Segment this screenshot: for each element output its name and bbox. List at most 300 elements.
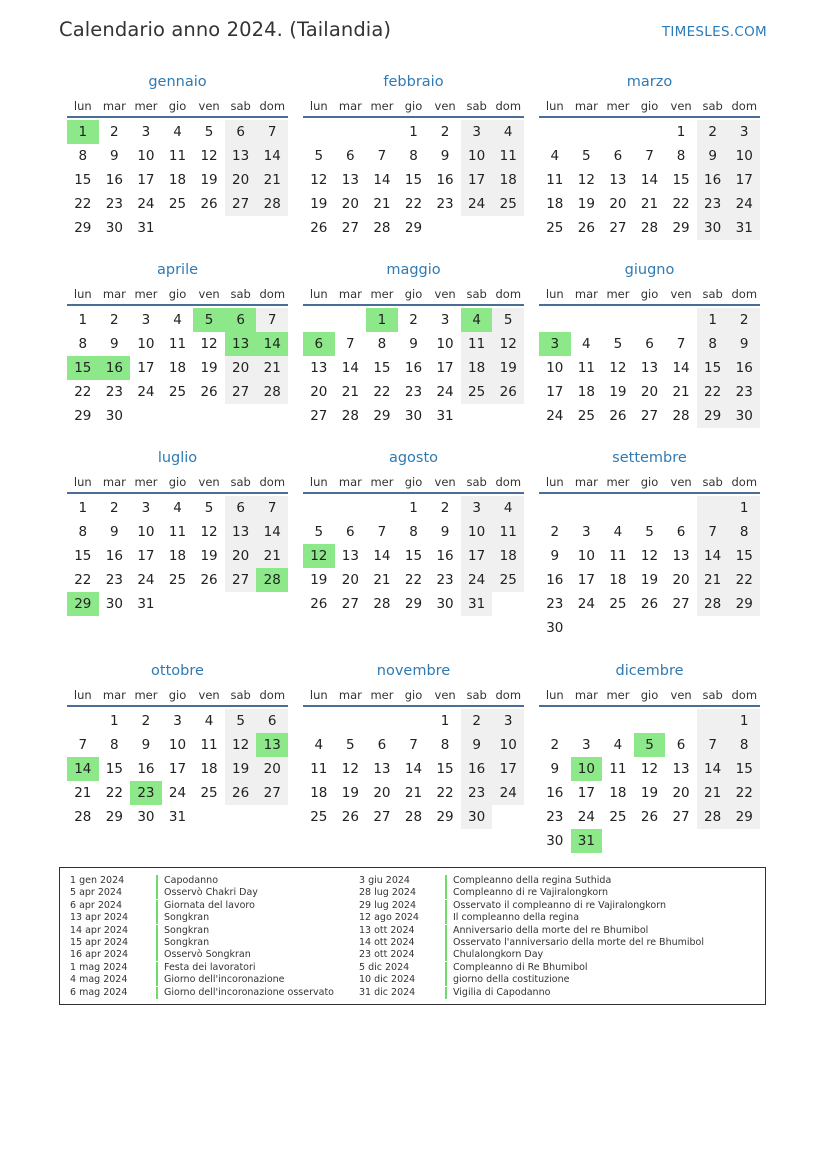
day-cell: 25 [461, 380, 493, 404]
day-grid [539, 709, 760, 853]
legend-row [359, 875, 704, 887]
weekday-label: gio [640, 475, 659, 489]
month-giugno [539, 260, 760, 428]
day-cell: 20 [640, 384, 659, 400]
day-cell: 2 [697, 120, 729, 144]
weekday-header [539, 96, 760, 118]
day-cell: 8 [409, 148, 418, 164]
weekday-header [67, 685, 288, 707]
day-cell: 1 [78, 500, 88, 516]
day-cell: 16 [404, 360, 423, 376]
day-cell: 6 [613, 148, 623, 164]
day-cell: 26 [225, 781, 257, 805]
day-cell: 9 [409, 336, 418, 352]
day-cell: 4 [314, 737, 324, 753]
day-cell: 20 [225, 356, 257, 380]
day-cell: 28 [373, 220, 391, 236]
day-cell: 13 [672, 761, 690, 777]
month-luglio [67, 448, 288, 616]
day-cell: 6 [256, 709, 288, 733]
legend-holiday-name: Osservato il compleanno di re Vajiralongkorn [453, 899, 667, 911]
legend-holiday-name: Songkran [164, 912, 210, 924]
legend-marker [445, 949, 447, 961]
day-cell: 29 [105, 809, 123, 825]
day-cell: 14 [341, 360, 359, 376]
legend-holiday-name: Songkran [164, 924, 210, 936]
day-cell: 10 [137, 148, 155, 164]
day-cell: 23 [461, 781, 493, 805]
day-cell: 28 [256, 192, 288, 216]
day-cell: 10 [577, 548, 595, 564]
day-cell: 29 [74, 220, 92, 236]
day-cell: 6 [676, 524, 686, 540]
day-cell: 28 [256, 380, 288, 404]
day-cell: 14 [697, 757, 729, 781]
day-cell: 4 [550, 148, 560, 164]
day-cell: 15 [105, 761, 123, 777]
day-cell: 24 [137, 196, 155, 212]
holiday-day-cell: 15 [67, 356, 99, 380]
legend-marker [156, 949, 158, 961]
day-cell: 17 [137, 548, 155, 564]
day-cell: 6 [377, 737, 387, 753]
weekday-label: dom [259, 688, 286, 702]
day-cell: 22 [105, 785, 123, 801]
day-cell: 14 [640, 172, 659, 188]
weekday-label: mar [338, 688, 362, 702]
weekday-label: sab [466, 688, 487, 702]
day-grid [539, 308, 760, 428]
weekday-header [303, 96, 524, 118]
legend-date: 12 ago 2024 [359, 912, 419, 924]
day-cell: 5 [582, 148, 591, 164]
weekday-label: mer [606, 99, 630, 113]
day-cell: 12 [609, 360, 627, 376]
day-cell: 14 [672, 360, 690, 376]
day-cell: 14 [256, 520, 288, 544]
day-cell: 24 [546, 408, 564, 424]
weekday-label: dom [731, 688, 758, 702]
day-cell: 12 [200, 336, 218, 352]
weekday-label: dom [495, 99, 522, 113]
weekday-label: gio [404, 287, 423, 301]
day-cell: 29 [74, 408, 92, 424]
day-cell: 29 [697, 404, 729, 428]
legend-row [70, 887, 334, 899]
legend-holiday-name: Osservato l'anniversario della morte del re Bhumibol [453, 936, 704, 948]
day-cell: 21 [672, 384, 690, 400]
day-cell: 15 [74, 172, 92, 188]
empty-cell [335, 709, 367, 733]
day-cell: 28 [341, 408, 359, 424]
day-cell: 11 [168, 336, 187, 352]
month-marzo [539, 72, 760, 240]
day-cell: 3 [173, 713, 182, 729]
holiday-day-cell: 16 [99, 356, 131, 380]
legend-date: 1 mag 2024 [70, 961, 128, 973]
holiday-day-cell: 28 [256, 568, 288, 592]
empty-cell [602, 120, 634, 144]
day-cell: 6 [225, 496, 257, 520]
weekday-label: sab [230, 475, 251, 489]
legend-holiday-name: Festa dei lavoratori [164, 961, 256, 973]
empty-cell [366, 120, 398, 144]
day-cell: 25 [168, 196, 187, 212]
legend-date: 15 apr 2024 [70, 936, 129, 948]
day-cell: 22 [672, 196, 690, 212]
day-cell: 13 [225, 520, 257, 544]
day-cell: 22 [74, 384, 92, 400]
day-cell: 29 [728, 805, 760, 829]
day-cell: 6 [645, 336, 654, 352]
day-cell: 28 [697, 805, 729, 829]
empty-cell [539, 120, 571, 144]
day-cell: 10 [546, 360, 564, 376]
day-cell: 26 [609, 408, 627, 424]
day-cell: 6 [346, 148, 355, 164]
day-cell: 22 [373, 384, 391, 400]
weekday-label: lun [73, 99, 92, 113]
day-cell: 13 [225, 144, 257, 168]
day-cell: 1 [78, 312, 88, 328]
day-cell: 23 [105, 572, 123, 588]
day-cell: 18 [492, 168, 524, 192]
day-cell: 8 [78, 148, 88, 164]
day-cell: 12 [640, 548, 659, 564]
day-cell: 20 [225, 168, 257, 192]
day-grid [67, 120, 288, 240]
day-cell: 27 [609, 220, 627, 236]
legend-holiday-name: Compleanno di re Vajiralongkorn [453, 887, 608, 899]
day-cell: 2 [110, 500, 119, 516]
weekday-label: mer [370, 688, 394, 702]
day-cell: 8 [78, 336, 88, 352]
day-cell: 7 [346, 336, 355, 352]
day-cell: 2 [440, 500, 450, 516]
legend-holiday-name: Compleanno di Re Bhumibol [453, 961, 588, 973]
day-cell: 24 [461, 568, 493, 592]
empty-cell [634, 308, 666, 332]
day-cell: 30 [728, 404, 760, 428]
holiday-day-cell: 4 [461, 308, 493, 332]
legend-date: 14 ott 2024 [359, 936, 415, 948]
day-cell: 15 [672, 172, 690, 188]
day-cell: 4 [582, 336, 591, 352]
weekday-label: ven [434, 99, 456, 113]
day-cell: 7 [697, 733, 729, 757]
day-cell: 9 [110, 148, 119, 164]
day-cell: 21 [697, 568, 729, 592]
day-cell: 11 [461, 332, 493, 356]
day-cell: 22 [697, 380, 729, 404]
day-cell: 31 [436, 408, 454, 424]
day-cell: 31 [137, 220, 155, 236]
weekday-label: dom [731, 287, 758, 301]
legend-row [70, 974, 334, 986]
day-cell: 13 [310, 360, 328, 376]
day-cell: 12 [200, 524, 218, 540]
weekday-label: sab [230, 287, 251, 301]
day-cell: 10 [168, 737, 187, 753]
weekday-label: ven [434, 287, 456, 301]
day-cell: 21 [373, 572, 391, 588]
day-cell: 18 [200, 761, 218, 777]
day-cell: 2 [110, 124, 119, 140]
day-cell: 14 [256, 144, 288, 168]
weekday-label: mar [574, 99, 598, 113]
empty-cell [665, 709, 697, 733]
weekday-label: mer [134, 688, 158, 702]
day-cell: 8 [697, 332, 729, 356]
legend-holiday-name: Giornata del lavoro [164, 899, 255, 911]
empty-cell [67, 709, 99, 733]
day-cell: 19 [640, 572, 659, 588]
legend-holiday-name: Compleanno della regina Suthida [453, 875, 612, 886]
day-cell: 14 [697, 544, 729, 568]
empty-cell [602, 496, 634, 520]
day-cell: 5 [204, 500, 214, 516]
weekday-label: mar [338, 287, 362, 301]
weekday-label: ven [670, 475, 692, 489]
weekday-label: sab [230, 688, 251, 702]
day-cell: 23 [105, 196, 123, 212]
day-cell: 19 [492, 356, 524, 380]
weekday-label: mer [606, 688, 630, 702]
day-cell: 11 [577, 360, 595, 376]
day-grid [303, 120, 524, 240]
weekday-label: ven [198, 688, 220, 702]
weekday-label: ven [198, 287, 220, 301]
day-cell: 20 [373, 785, 391, 801]
weekday-header [303, 685, 524, 707]
weekday-label: ven [198, 475, 220, 489]
day-cell: 27 [672, 596, 690, 612]
weekday-label: sab [702, 475, 723, 489]
day-cell: 18 [310, 785, 328, 801]
day-cell: 17 [546, 384, 564, 400]
day-cell: 29 [728, 592, 760, 616]
weekday-label: gio [168, 688, 187, 702]
weekday-header [539, 685, 760, 707]
legend-marker [445, 912, 447, 924]
day-cell: 11 [492, 144, 524, 168]
holiday-day-cell: 13 [225, 332, 257, 356]
empty-cell [634, 120, 666, 144]
day-cell: 2 [110, 312, 119, 328]
day-cell: 19 [577, 196, 595, 212]
day-cell: 11 [609, 761, 627, 777]
day-cell: 18 [168, 360, 187, 376]
weekday-label: lun [73, 688, 92, 702]
day-cell: 3 [582, 737, 591, 753]
day-cell: 31 [461, 592, 493, 616]
day-cell: 1 [409, 124, 418, 140]
day-cell: 9 [697, 144, 729, 168]
weekday-label: lun [309, 99, 328, 113]
day-grid [539, 496, 760, 640]
day-cell: 4 [204, 713, 214, 729]
legend-row [70, 900, 334, 912]
day-cell: 16 [546, 785, 564, 801]
weekday-label: lun [545, 99, 564, 113]
day-cell: 22 [436, 785, 454, 801]
legend-marker [445, 937, 447, 949]
holiday-day-cell: 10 [571, 757, 603, 781]
legend-date: 5 apr 2024 [70, 887, 123, 899]
day-cell: 15 [436, 761, 454, 777]
day-cell: 12 [492, 332, 524, 356]
weekday-label: lun [545, 287, 564, 301]
legend-date: 16 apr 2024 [70, 949, 129, 961]
day-cell: 3 [461, 120, 493, 144]
day-cell: 18 [609, 785, 627, 801]
day-cell: 24 [137, 572, 155, 588]
day-cell: 9 [141, 737, 151, 753]
day-cell: 25 [609, 596, 627, 612]
holiday-day-cell: 12 [303, 544, 335, 568]
weekday-label: lun [309, 475, 328, 489]
month-name: aprile [156, 262, 199, 278]
day-cell: 2 [461, 709, 493, 733]
weekday-label: dom [495, 475, 522, 489]
day-cell: 1 [676, 124, 686, 140]
day-cell: 26 [492, 380, 524, 404]
weekday-header [303, 284, 524, 306]
day-cell: 24 [168, 785, 187, 801]
day-cell: 17 [461, 544, 493, 568]
day-cell: 15 [404, 548, 423, 564]
legend-marker [445, 925, 447, 937]
day-cell: 13 [373, 761, 391, 777]
day-grid [303, 709, 524, 829]
day-cell: 11 [168, 524, 187, 540]
day-cell: 27 [225, 192, 257, 216]
weekday-label: mar [574, 688, 598, 702]
holiday-day-cell: 1 [366, 308, 398, 332]
day-cell: 8 [78, 524, 88, 540]
day-cell: 9 [461, 733, 493, 757]
day-cell: 12 [341, 761, 359, 777]
weekday-label: lun [73, 475, 92, 489]
day-cell: 15 [697, 356, 729, 380]
day-cell: 21 [697, 781, 729, 805]
day-cell: 1 [110, 713, 119, 729]
legend-marker [156, 987, 158, 999]
day-cell: 11 [200, 737, 218, 753]
weekday-label: mer [370, 287, 394, 301]
weekday-label: lun [545, 475, 564, 489]
empty-cell [571, 709, 603, 733]
day-cell: 5 [613, 336, 623, 352]
day-cell: 11 [168, 148, 187, 164]
day-cell: 4 [173, 500, 182, 516]
day-cell: 31 [168, 809, 187, 825]
day-cell: 19 [609, 384, 627, 400]
empty-cell [335, 120, 367, 144]
day-cell: 27 [341, 596, 359, 612]
empty-cell [366, 709, 398, 733]
weekday-label: lun [73, 287, 92, 301]
day-cell: 18 [546, 196, 564, 212]
legend-date: 31 dic 2024 [359, 986, 416, 998]
weekday-label: gio [168, 475, 187, 489]
empty-cell [571, 308, 603, 332]
legend-row [359, 937, 704, 949]
day-cell: 13 [640, 360, 659, 376]
day-cell: 29 [436, 809, 454, 825]
legend-date: 28 lug 2024 [359, 887, 416, 899]
day-cell: 1 [728, 709, 760, 733]
day-cell: 30 [436, 596, 454, 612]
month-agosto [303, 448, 524, 616]
holiday-day-cell: 6 [225, 308, 257, 332]
day-cell: 22 [728, 781, 760, 805]
day-cell: 15 [404, 172, 423, 188]
weekday-label: dom [259, 287, 286, 301]
day-cell: 15 [74, 548, 92, 564]
day-cell: 14 [373, 172, 391, 188]
day-cell: 23 [546, 596, 564, 612]
day-cell: 5 [645, 524, 654, 540]
weekday-label: sab [466, 99, 487, 113]
legend-row [359, 962, 704, 974]
empty-cell [335, 496, 367, 520]
day-cell: 24 [461, 192, 493, 216]
day-cell: 8 [377, 336, 387, 352]
legend-holiday-name: giorno della costituzione [453, 974, 570, 986]
day-cell: 30 [546, 833, 564, 849]
holiday-day-cell: 5 [634, 733, 666, 757]
month-ottobre [67, 661, 288, 829]
day-cell: 17 [436, 360, 454, 376]
weekday-label: dom [495, 688, 522, 702]
brand-link[interactable]: TIMESLES.COM [661, 24, 767, 40]
legend-row [359, 949, 704, 961]
legend-holiday-name: Anniversario della morte del re Bhumibol [453, 924, 649, 936]
legend-date: 13 apr 2024 [70, 912, 129, 924]
legend-row [359, 887, 704, 899]
day-cell: 9 [728, 332, 760, 356]
day-cell: 16 [105, 172, 123, 188]
day-cell: 5 [346, 737, 355, 753]
day-cell: 18 [492, 544, 524, 568]
day-cell: 3 [582, 524, 591, 540]
day-cell: 23 [436, 572, 454, 588]
holiday-day-cell: 6 [303, 332, 335, 356]
day-cell: 13 [341, 172, 359, 188]
day-cell: 6 [676, 737, 686, 753]
holiday-day-cell: 1 [67, 120, 99, 144]
day-cell: 5 [314, 148, 324, 164]
day-cell: 19 [200, 172, 218, 188]
weekday-label: ven [434, 688, 456, 702]
day-cell: 29 [404, 596, 423, 612]
day-cell: 16 [461, 757, 493, 781]
day-cell: 4 [613, 737, 623, 753]
day-cell: 2 [409, 312, 418, 328]
day-cell: 20 [341, 196, 359, 212]
day-cell: 6 [346, 524, 355, 540]
day-cell: 21 [341, 384, 359, 400]
day-cell: 21 [256, 356, 288, 380]
day-cell: 25 [200, 785, 218, 801]
weekday-label: ven [434, 475, 456, 489]
day-cell: 8 [409, 524, 418, 540]
day-cell: 21 [373, 196, 391, 212]
day-cell: 27 [256, 781, 288, 805]
weekday-header [539, 284, 760, 306]
day-cell: 20 [341, 572, 359, 588]
